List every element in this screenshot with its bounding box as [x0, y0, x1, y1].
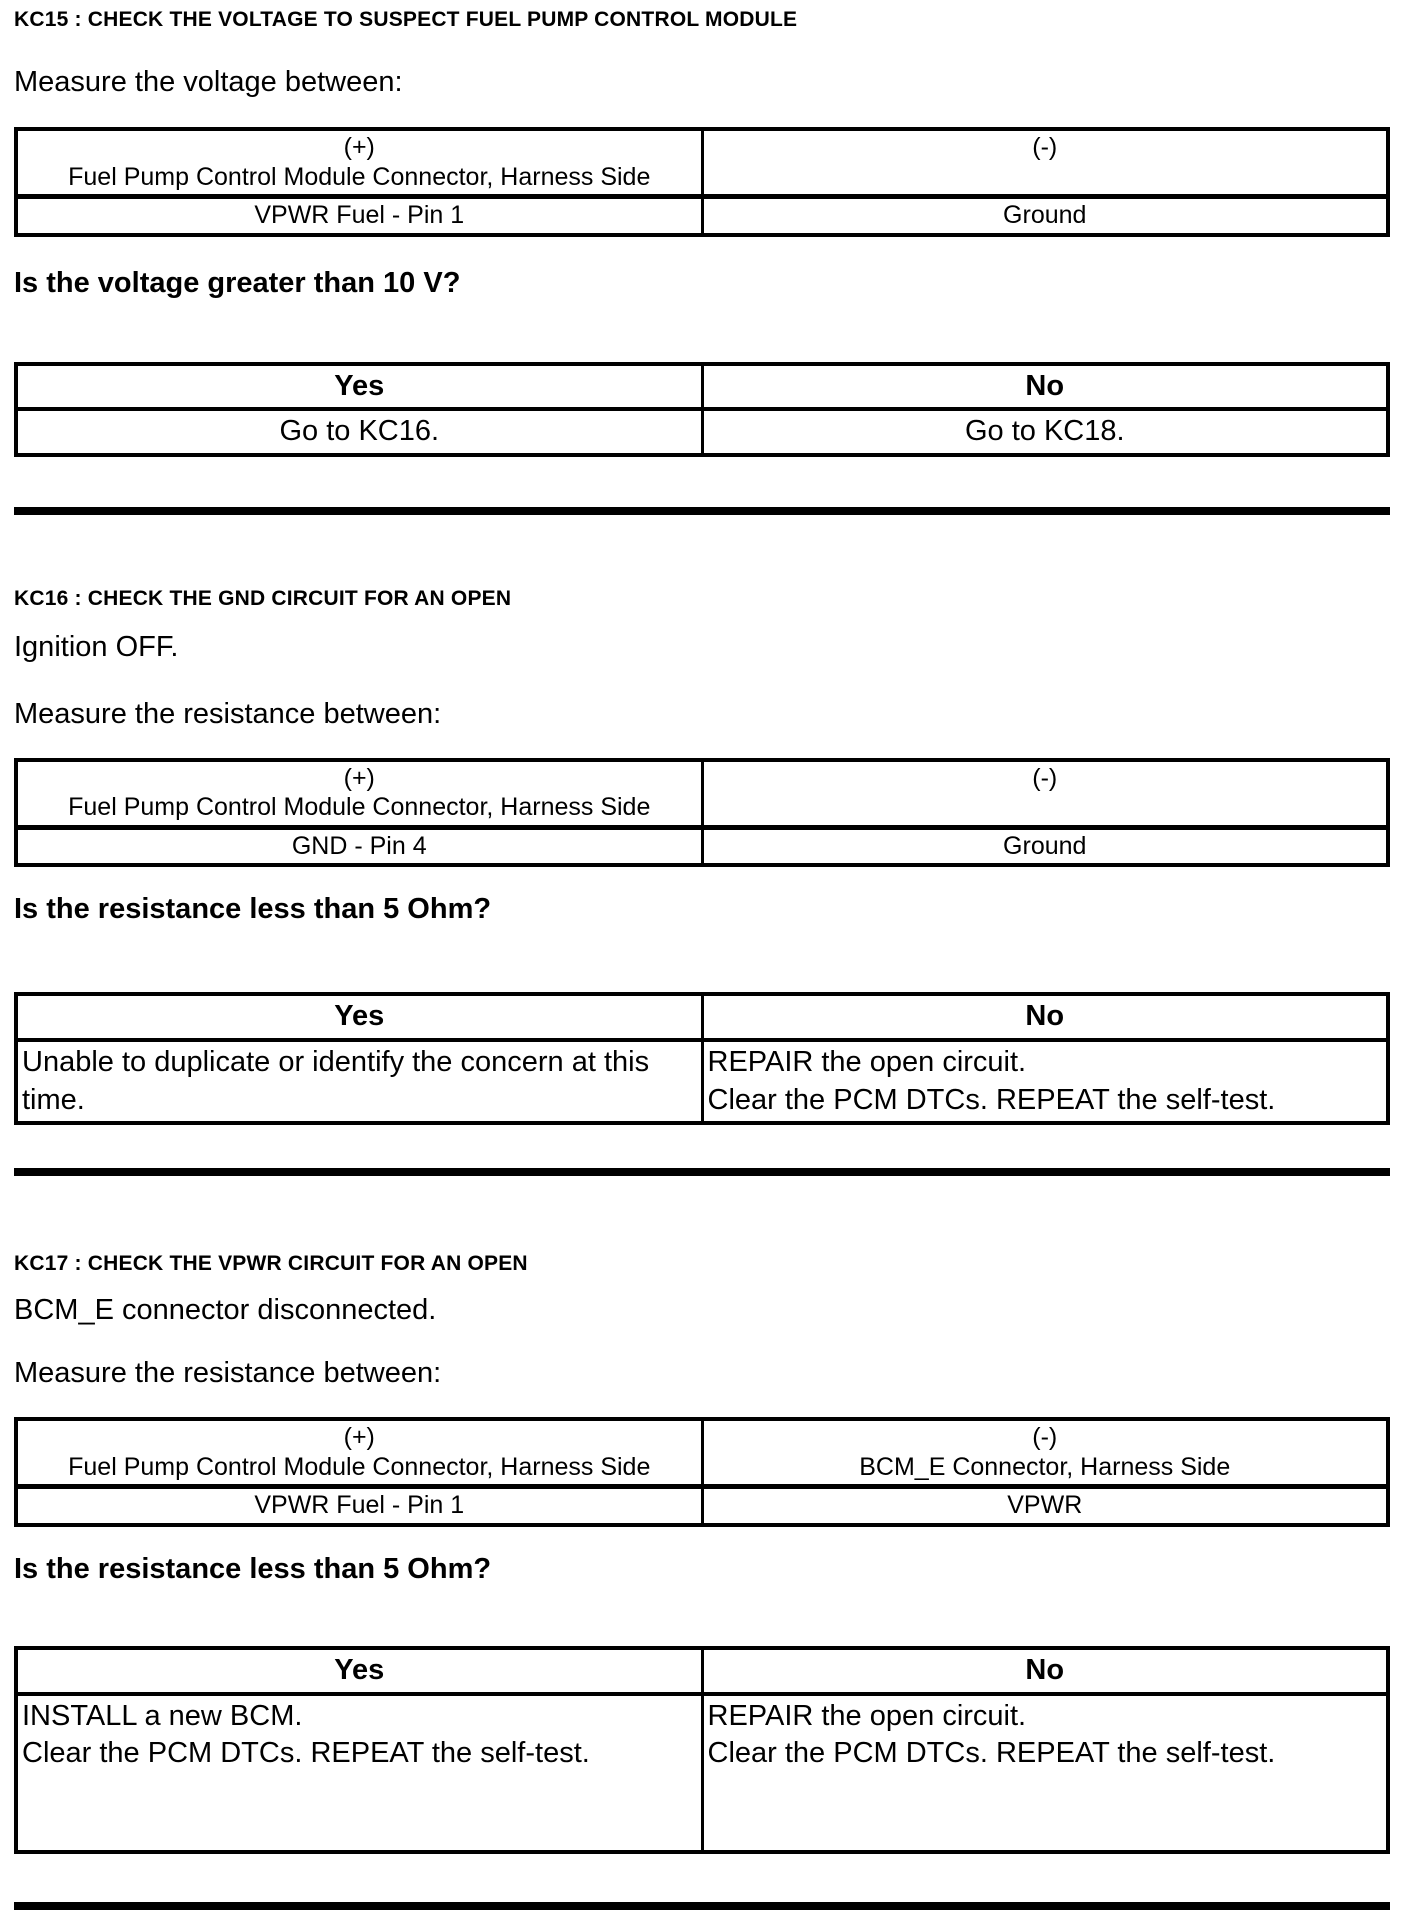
action-line: Clear the PCM DTCs. REPEAT the self-test.	[707, 1083, 1276, 1116]
decision-header-row	[16, 364, 1388, 410]
measurement-header-row	[16, 129, 1388, 197]
action-line: Unable to duplicate or identify the concern at this time.	[22, 1046, 650, 1116]
minus-point-cell: VPWR	[702, 1487, 1388, 1525]
measurement-point-row	[16, 827, 1388, 865]
decision-header-row	[16, 994, 1388, 1040]
measurement-table	[14, 1417, 1390, 1527]
pinpoint-step-kc16	[14, 587, 1390, 1177]
question-text: Is the resistance less than 5 Ohm?	[14, 893, 492, 926]
decision-action-row	[16, 1694, 1388, 1852]
plus-sign: (+)	[343, 763, 375, 792]
minus-point-cell: Ground	[702, 197, 1388, 235]
yes-action-cell	[16, 1694, 702, 1852]
decision-header-row	[16, 1648, 1388, 1694]
plus-point-cell: GND - Pin 4	[16, 827, 702, 865]
instruction-text: Measure the resistance between:	[14, 1357, 442, 1390]
minus-sign: (-)	[1032, 133, 1058, 161]
no-action-cell: Go to KC18.	[702, 409, 1388, 455]
yes-action-cell: Go to KC16.	[16, 409, 702, 455]
measurement-point-row	[16, 1487, 1388, 1525]
yes-action-cell	[16, 1040, 702, 1123]
no-header-cell: No	[702, 1648, 1388, 1694]
minus-header-cell	[702, 760, 1388, 828]
decision-table	[14, 992, 1390, 1125]
action-line: INSTALL a new BCM.	[22, 1699, 303, 1732]
section-divider	[14, 507, 1390, 515]
instruction-text: Measure the voltage between:	[14, 66, 403, 98]
step-title: KC17 : CHECK THE VPWR CIRCUIT FOR AN OPEN	[14, 1252, 528, 1276]
measurement-table	[14, 758, 1390, 868]
decision-action-row	[16, 1040, 1388, 1123]
plus-connector-label: Fuel Pump Control Module Connector, Harness Side	[68, 162, 651, 191]
yes-header-cell: Yes	[16, 994, 702, 1040]
measurement-header-row	[16, 760, 1388, 828]
action-line: Clear the PCM DTCs. REPEAT the self-test.	[707, 1737, 1276, 1770]
yes-header-cell: Yes	[16, 364, 702, 410]
pinpoint-step-kc15	[14, 8, 1390, 515]
minus-header-cell	[702, 1419, 1388, 1487]
measurement-header-row	[16, 1419, 1388, 1487]
plus-point-cell: VPWR Fuel - Pin 1	[16, 1487, 702, 1525]
step-title: KC16 : CHECK THE GND CIRCUIT FOR AN OPEN	[14, 586, 512, 610]
minus-sign: (-)	[1032, 1423, 1058, 1452]
plus-connector-label: Fuel Pump Control Module Connector, Harness Side	[68, 1452, 651, 1481]
measurement-point-row	[16, 197, 1388, 235]
action-line: REPAIR the open circuit.	[707, 1699, 1027, 1732]
minus-sign: (-)	[1032, 763, 1058, 792]
plus-connector-label: Fuel Pump Control Module Connector, Harness Side	[68, 793, 651, 822]
plus-sign: (+)	[343, 133, 375, 161]
plus-header-cell	[16, 129, 702, 197]
question-text: Is the voltage greater than 10 V?	[14, 266, 461, 299]
pinpoint-step-kc17	[14, 1252, 1390, 1909]
decision-table	[14, 1646, 1390, 1854]
plus-header-cell	[16, 1419, 702, 1487]
decision-action-row	[16, 409, 1388, 455]
minus-header-cell	[702, 129, 1388, 197]
yes-header-cell: Yes	[16, 1648, 702, 1694]
action-line: Clear the PCM DTCs. REPEAT the self-test.	[22, 1737, 590, 1770]
plus-sign: (+)	[343, 1423, 375, 1452]
decision-table	[14, 362, 1390, 457]
measurement-table	[14, 127, 1390, 237]
question-text: Is the resistance less than 5 Ohm?	[14, 1552, 492, 1585]
no-header-cell: No	[702, 364, 1388, 410]
minus-point-cell: Ground	[702, 827, 1388, 865]
instruction-text: Ignition OFF.	[14, 630, 179, 663]
instruction-text: BCM_E connector disconnected.	[14, 1294, 437, 1327]
no-header-cell: No	[702, 994, 1388, 1040]
minus-connector-label: BCM_E Connector, Harness Side	[859, 1452, 1231, 1481]
no-action-cell	[702, 1694, 1388, 1852]
plus-point-cell: VPWR Fuel - Pin 1	[16, 197, 702, 235]
action-line: REPAIR the open circuit.	[707, 1046, 1027, 1079]
no-action-cell	[702, 1040, 1388, 1123]
section-divider	[14, 1168, 1390, 1176]
section-divider	[14, 1902, 1390, 1910]
instruction-text: Measure the resistance between:	[14, 697, 442, 730]
plus-header-cell	[16, 760, 702, 828]
step-title: KC15 : CHECK THE VOLTAGE TO SUSPECT FUEL PUMP CONTROL MODULE	[14, 8, 798, 31]
